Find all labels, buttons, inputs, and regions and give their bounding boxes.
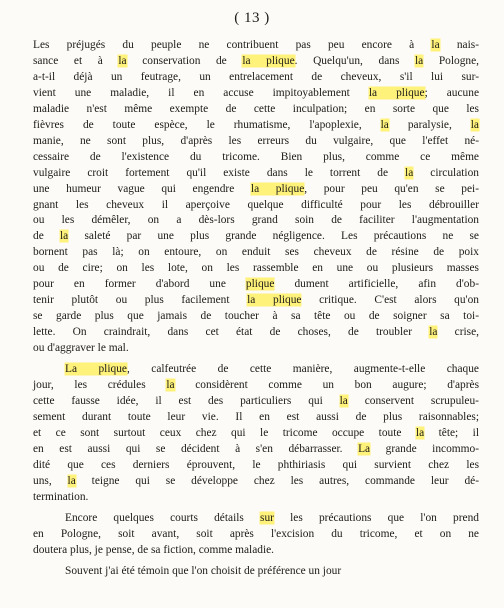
text-run: Souvent j'ai été témoin que l'on choisit de préférence un jour	[65, 564, 342, 577]
text-run: uns,	[33, 474, 68, 487]
text-line	[33, 543, 479, 559]
text-line	[33, 564, 479, 580]
text-run: et ce sont surtout ceux chez qui le tricome occupe toute	[33, 426, 416, 439]
text-line	[33, 277, 479, 293]
text-run: ou les démêler, on a dès-lors grand soin de faciliter l'augmentation	[33, 214, 479, 227]
highlighted-term: la	[415, 426, 425, 439]
text-run: lette. On craindrait, dans cet état de choses, de troubler	[33, 326, 430, 339]
paragraph	[33, 564, 479, 580]
text-run: de	[33, 230, 60, 243]
highlighted-term: la	[431, 39, 440, 51]
text-run: , calfeutrée de cette manière, augmente-t-elle chaque	[126, 363, 479, 376]
text-run: sement durant toute leur vie. Il en est aussi de plus raisonnables;	[33, 410, 479, 423]
text-run: tenir plutôt ou plus facilement	[33, 294, 248, 307]
text-line	[33, 54, 479, 70]
text-run: considèrent comme un bon augure; d'après	[174, 379, 480, 392]
highlighted-term: plique	[245, 278, 275, 291]
text-line	[33, 245, 479, 261]
text-line	[33, 362, 479, 378]
text-line	[33, 134, 479, 150]
text-run: en est aussi qui se décident à s'en débarrasser.	[33, 442, 359, 455]
text-run: circulation	[413, 166, 479, 179]
text-line	[33, 442, 479, 458]
text-line	[33, 229, 479, 245]
text-run: se garde plus que jamais de toucher à sa tête ou de soigner sa toi-	[33, 310, 479, 323]
text-run: Les préjugés du peuple ne contribuent pas peu encore à	[33, 39, 432, 51]
body-text	[33, 38, 479, 584]
text-line	[33, 182, 479, 198]
text-line	[33, 410, 479, 426]
text-run: gnant les cheveux il aperçoive quelque difficulté pour les débrouiller	[33, 198, 479, 211]
text-run: grande incommo-	[370, 442, 479, 455]
text-line	[33, 86, 479, 102]
highlighted-term: la plique	[247, 294, 302, 307]
text-run: Encore quelques courts détails	[65, 511, 261, 524]
text-run: . Quelqu'un, dans	[294, 54, 415, 67]
paragraph	[33, 38, 479, 357]
text-line	[33, 198, 479, 214]
text-run: crise,	[437, 326, 479, 339]
text-line	[33, 394, 479, 410]
text-run: nais-	[439, 39, 479, 51]
paragraph	[33, 362, 479, 506]
text-line	[33, 458, 479, 474]
text-run: Pologne,	[423, 54, 479, 67]
text-run: une humeur vague qui engendre	[33, 182, 251, 195]
text-run: pour en former d'abord une	[33, 278, 246, 291]
text-line	[33, 341, 479, 357]
text-run: doutera plus, je pense, de sa fiction, comme maladie.	[33, 543, 275, 556]
text-line	[33, 70, 479, 86]
highlighted-term: la plique	[250, 182, 305, 195]
highlighted-term: la	[60, 230, 69, 243]
text-line	[33, 102, 479, 118]
text-line	[33, 325, 479, 341]
text-run: sance et à	[33, 54, 119, 67]
text-line	[33, 474, 479, 490]
text-run: vient une maladie, il en accuse impitoyablement	[33, 86, 369, 99]
text-line	[33, 166, 479, 182]
text-run: fièvres de toute espèce, le rhumatisme, l'apoplexie,	[33, 118, 381, 131]
text-run: a-t-il déjà un feutrage, un entrelacement de cheveux, s'il lui sur-	[33, 70, 479, 83]
text-run: paralysie,	[388, 118, 471, 131]
text-line	[33, 378, 479, 394]
page-number: ( 13 )	[234, 10, 270, 26]
highlighted-term: la plique	[368, 86, 425, 99]
text-run: dument artificielle, afin d'ob-	[274, 278, 479, 291]
text-run: cette fausse idée, il est des particuliers qui	[33, 394, 340, 407]
highlighted-term: la	[405, 166, 414, 179]
highlighted-term: sur	[260, 511, 274, 524]
text-line	[33, 527, 479, 543]
text-run: jour, les crédules	[33, 379, 167, 392]
text-run: bornent pas là; on entoure, on enduit ses cheveux de résine de poix	[33, 246, 479, 259]
text-line	[33, 426, 479, 442]
text-line	[33, 511, 479, 527]
text-run: les précautions que l'on prend	[273, 511, 479, 524]
highlighted-term: la	[118, 54, 127, 67]
highlighted-term: la	[470, 118, 479, 131]
text-run: en Pologne, soit avant, soit après l'excision du tricome, et on ne	[33, 527, 479, 540]
text-line	[33, 118, 479, 134]
text-line	[33, 213, 479, 229]
highlighted-term: la	[339, 394, 348, 407]
text-run: tête; il	[424, 426, 479, 439]
text-run: teigne qui se développe chez les autres, commande leur dé-	[75, 474, 479, 487]
text-run: dité que ces derniers éprouvent, le phthiriasis qui survient chez les	[33, 458, 479, 471]
text-run: cessaire de l'existence du tricome. Bien plus, comme ce même	[33, 150, 479, 163]
highlighted-term: La plique	[65, 363, 127, 376]
text-run: conservent scrupuleu-	[347, 394, 479, 407]
text-run: vulgaire croit fortement qu'il existe dans le torrent de	[33, 166, 406, 179]
text-run: maladie n'est même exempte de cette inculpation; en sorte que les	[33, 102, 479, 115]
highlighted-term: la plique	[242, 54, 295, 67]
text-run: critique. C'est alors qu'on	[301, 294, 479, 307]
highlighted-term: la	[166, 379, 175, 392]
text-line	[33, 38, 479, 54]
text-line	[33, 490, 479, 506]
highlighted-term: La	[358, 442, 371, 455]
highlighted-term: la	[67, 474, 76, 487]
text-line	[33, 293, 479, 309]
text-run: , pour peu qu'en se pei-	[304, 182, 479, 195]
text-run: manie, ne sont plus, d'après les erreurs du vulgaire, que l'effet né-	[33, 134, 479, 147]
text-line	[33, 309, 479, 325]
paragraph	[33, 511, 479, 559]
text-run: ; aucune	[424, 86, 479, 99]
text-line	[33, 261, 479, 277]
highlighted-term: la	[429, 326, 438, 339]
text-line	[33, 150, 479, 166]
text-run: saleté par une plus grande négligence. Les précautions ne se	[68, 230, 479, 243]
highlighted-term: la	[414, 54, 424, 67]
highlighted-term: la	[380, 118, 389, 131]
text-run: conservation de	[126, 54, 243, 67]
text-run: ou d'aggraver le mal.	[33, 342, 129, 355]
text-run: termination.	[33, 490, 89, 503]
text-run: ou de cire; on les lote, on les rassemble en une ou plusieurs masses	[33, 262, 479, 275]
